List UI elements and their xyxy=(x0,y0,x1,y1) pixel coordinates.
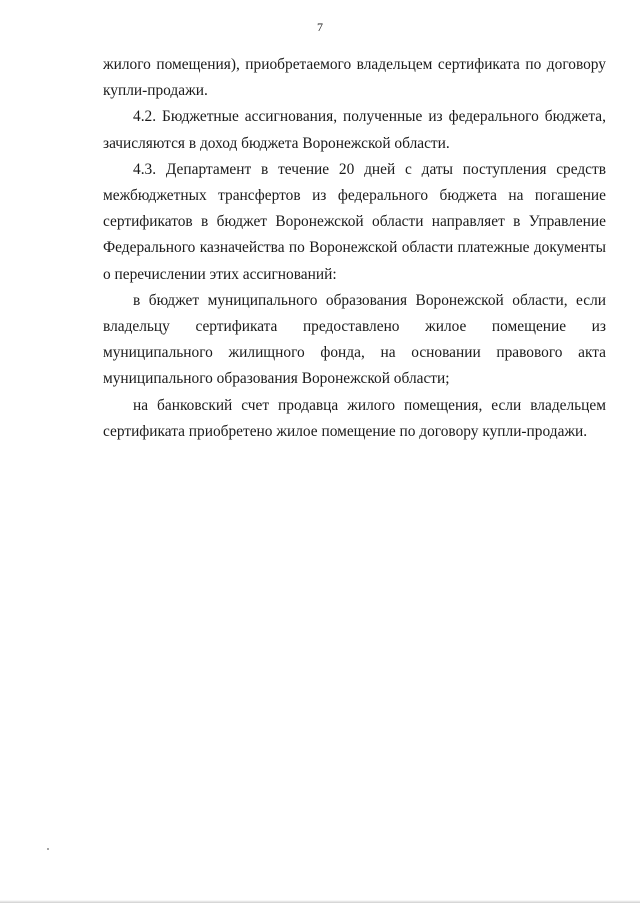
paragraph-continuation: жилого помещения), приобретаемого владельцем сертификата по договору купли-продажи. xyxy=(103,56,606,100)
paragraph-subclause-bank: на банковский счет продавца жилого помещения, если владельцем сертификата приобретено жилое помещение по договору купли-продажи. xyxy=(103,396,606,440)
scan-artifact xyxy=(47,848,49,850)
paragraph-clause-4-2: 4.2. Бюджетные ассигнования, полученные из федерального бюджета, зачисляются в доход бюджета Воронежской области. xyxy=(103,108,606,152)
paragraph-clause-4-3: 4.3. Департамент в течение 20 дней с даты поступления средств межбюджетных трансфертов из федерального бюджета на погашение сертификатов в бюджет Воронежской области направляет в Управление Федерального казначейства по Воронежской области платежные документы о перечислении этих ассигнований: xyxy=(103,160,606,283)
document-body xyxy=(103,52,606,445)
page-number: 7 xyxy=(317,20,323,34)
paragraph-subclause-municipal: в бюджет муниципального образования Воронежской области, если владельцу сертификата предоставлено жилое помещение из муниципального жилищного фонда, на основании правового акта муниципального образования Воронежской области; xyxy=(103,291,606,388)
